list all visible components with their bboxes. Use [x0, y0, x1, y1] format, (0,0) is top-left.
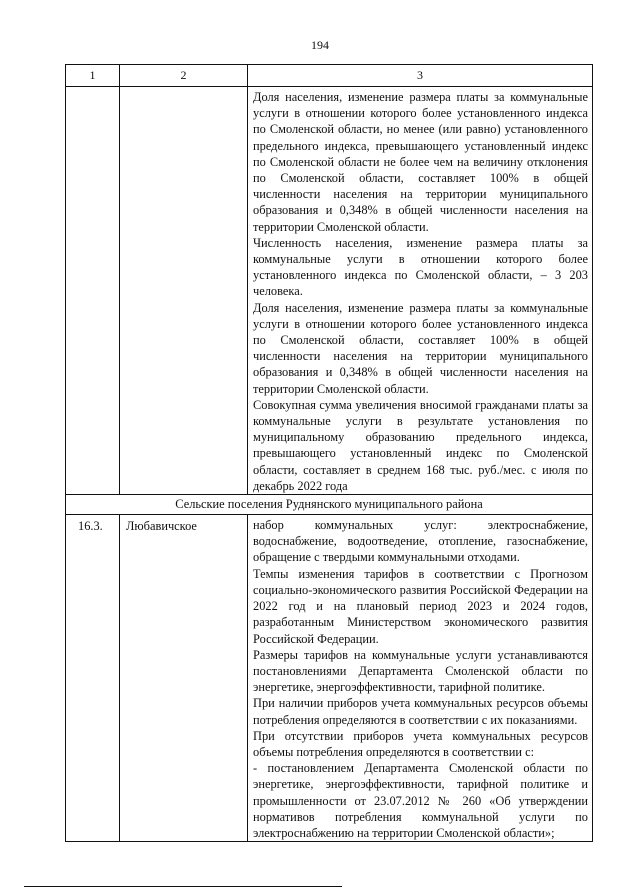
settlement-name: Любавичское — [120, 515, 248, 842]
table-row-continued — [66, 87, 593, 495]
document-table — [65, 64, 593, 842]
header-col-3: 3 — [248, 65, 593, 87]
table-header-row — [66, 65, 593, 87]
paragraph: Темпы изменения тарифов в соответствии с Прогнозом социально-экономического развития Российской Федерации на 2022 год и на плановый период 2023 и 2024 годов, разработанным Министерством экономического развития Российской Федерации. — [253, 566, 588, 646]
footer-rule — [24, 886, 342, 887]
paragraph: При наличии приборов учета коммунальных ресурсов объемы потребления определяются в соответствии с их показаниями. — [253, 696, 588, 727]
row-number: 16.3. — [66, 515, 120, 842]
cell-name-empty — [120, 87, 248, 495]
cell-description — [248, 515, 593, 842]
paragraph: Численность населения, изменение размера платы за коммунальные услуги в отношении которого более установленного индекса по Смоленской области, – 3 203 человека. — [253, 235, 588, 299]
paragraph: При отсутствии приборов учета коммунальных ресурсов объемы потребления определяются в соответствии с: — [253, 728, 588, 759]
cell-number-empty — [66, 87, 120, 495]
paragraph: набор коммунальных услуг: электроснабжение, водоснабжение, водоотведение, отопление, газоснабжение, обращение с твердыми коммунальными отходами. — [253, 518, 588, 565]
paragraph: - постановлением Департамента Смоленской области по энергетике, энергоэффективности, тарифной политике и промышленности от 23.07.2012 № 260 «Об утверждении нормативов потребления коммунальной услуги по электроснабжению на территории Смоленской области»; — [253, 761, 588, 840]
cell-description — [248, 87, 593, 495]
header-col-2: 2 — [120, 65, 248, 87]
paragraph: Размеры тарифов на коммунальные услуги устанавливаются постановлениями Департамента Смоленской области по энергетике, энергоэффективности, тарифной политике. — [253, 647, 588, 695]
header-col-1: 1 — [66, 65, 120, 87]
paragraph: Доля населения, изменение размера платы за коммунальные услуги в отношении которого более установленного индекса по Смоленской области, но менее (или равно) установленного предельного индекса, превышающего установленный индекс по Смоленской области не более чем на величину отклонения по Смоленской области, составляет 100% в общей численности населения на территории муниципального образования и 0,348% в общей численности населения на территории Смоленской области. — [253, 90, 588, 234]
paragraph: Совокупная сумма увеличения вносимой гражданами платы за коммунальные услуги в результате установления по муниципальному образованию предельного индекса, превышающего установленный индекс по Смоленской области, составляет в среднем 168 тыс. руб./мес. с июля по декабрь 2022 года — [253, 397, 588, 493]
table-row — [66, 515, 593, 842]
section-title: Сельские поселения Руднянского муниципального района — [66, 495, 593, 515]
page-number: 194 — [311, 38, 329, 52]
section-header-row — [66, 495, 593, 515]
paragraph: Доля населения, изменение размера платы за коммунальные услуги в отношении которого более установленного индекса по Смоленской области, составляет 100% в общей численности населения на территории муниципального образования и 0,348% в общей численности населения на территории Смоленской области. — [253, 300, 588, 396]
